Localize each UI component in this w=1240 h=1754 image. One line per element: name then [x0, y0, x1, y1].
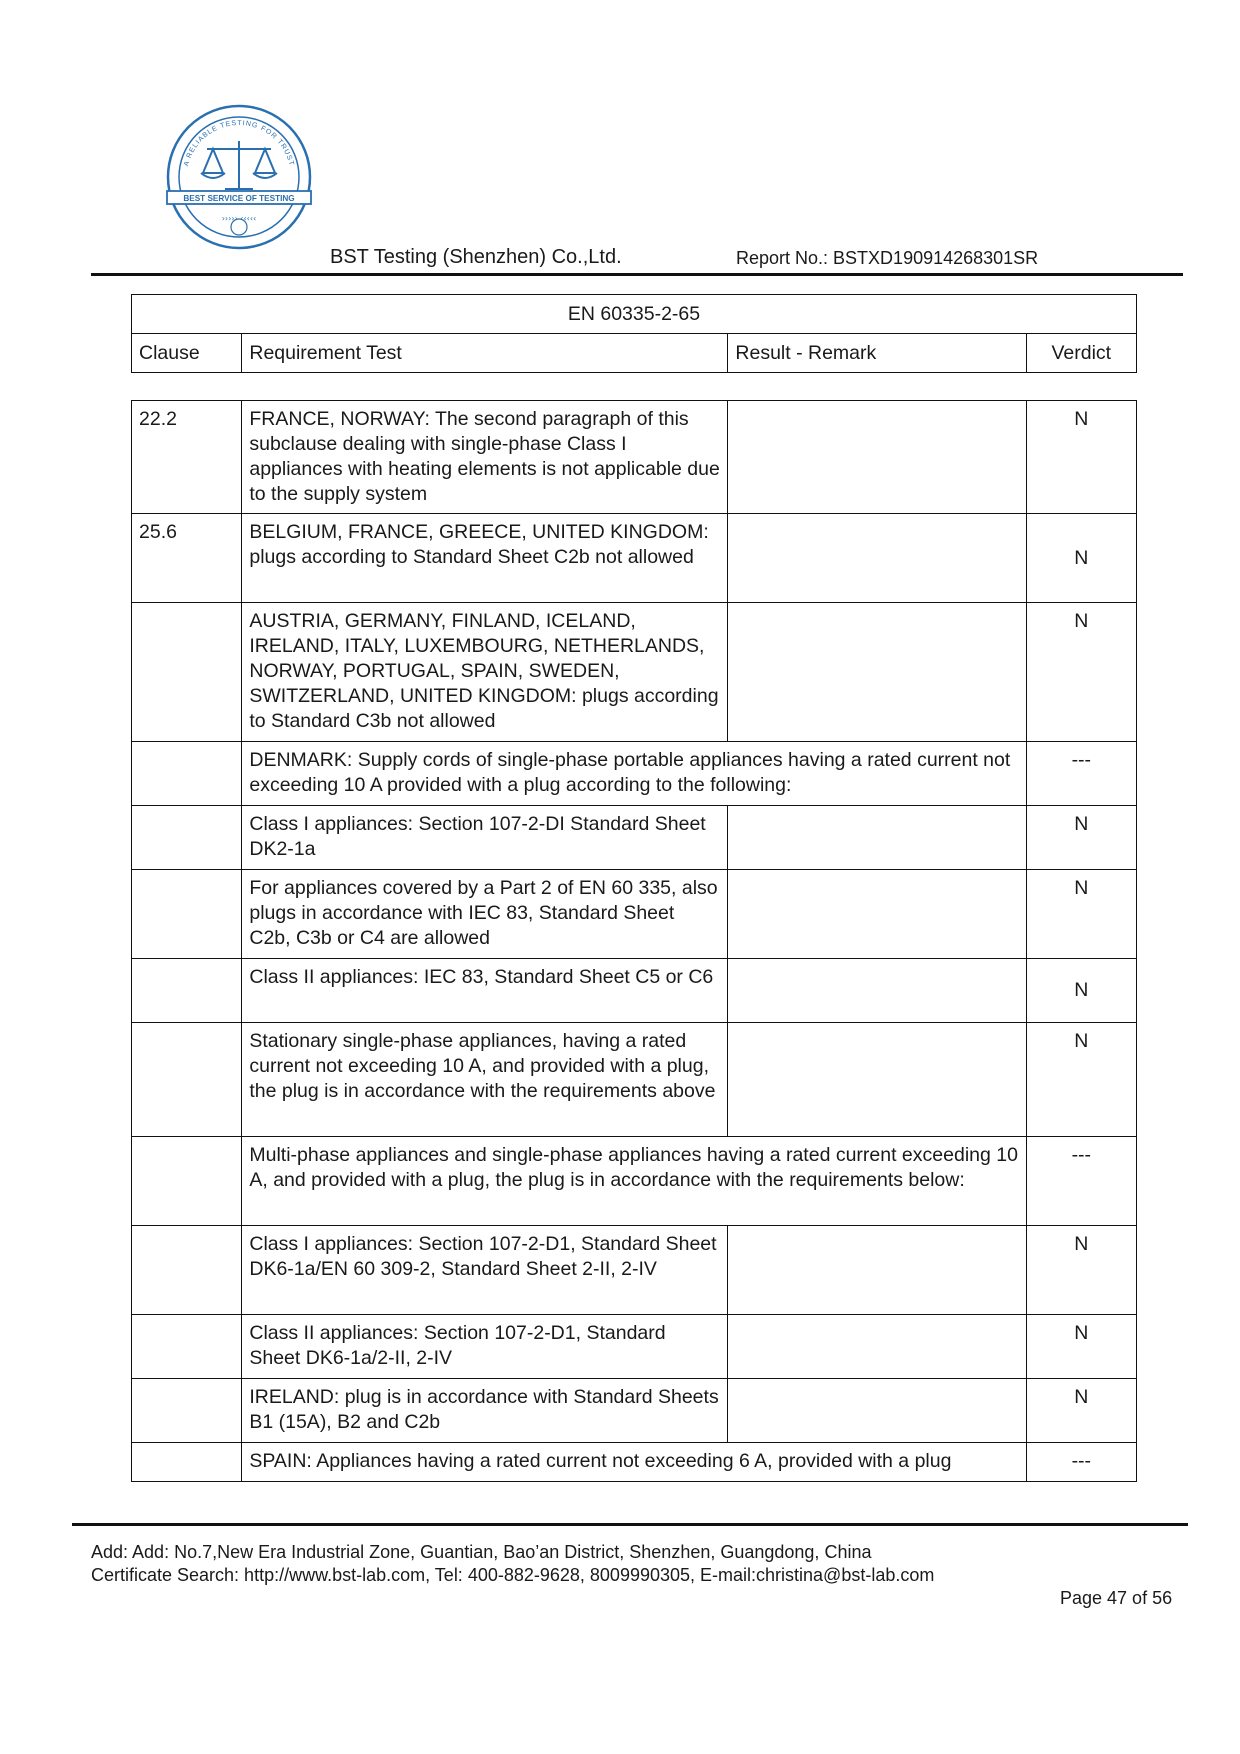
company-name: BST Testing (Shenzhen) Co.,Ltd.	[330, 246, 622, 268]
requirement-cell: For appliances covered by a Part 2 of EN 60 335, also plugs in accordance with IEC 83, Standard Sheet C2b, C3b or C4 are allowed	[242, 870, 728, 959]
column-header-requirement: Requirement Test	[242, 334, 728, 373]
header-divider	[91, 273, 1183, 276]
footer-address: Add: Add: No.7,New Era Industrial Zone, Guantian, Bao’an District, Shenzhen, Guangdong, China	[91, 1542, 872, 1562]
verdict-cell: ---	[1026, 742, 1136, 806]
table-row	[132, 1379, 1137, 1443]
result-cell	[728, 806, 1026, 870]
clause-cell: 22.2	[132, 401, 242, 514]
table-row	[132, 1137, 1137, 1226]
clause-cell	[132, 1137, 242, 1226]
requirement-cell: Stationary single-phase appliances, having a rated current not exceeding 10 A, and provided with a plug, the plug is in accordance with the requirements above	[242, 1023, 728, 1137]
verdict-cell: N	[1026, 1226, 1136, 1315]
clause-cell	[132, 806, 242, 870]
verdict-cell: ---	[1026, 1443, 1136, 1482]
result-cell	[728, 514, 1026, 603]
table-row	[132, 806, 1137, 870]
clause-cell: 25.6	[132, 514, 242, 603]
verdict-cell: N	[1026, 806, 1136, 870]
page-number: Page 47 of 56	[1060, 1588, 1173, 1608]
clause-cell	[132, 1023, 242, 1137]
table-row	[132, 1315, 1137, 1379]
standard-title: EN 60335-2-65	[132, 295, 1137, 334]
verdict-cell: N	[1026, 603, 1136, 742]
result-cell	[728, 603, 1026, 742]
table-row	[132, 401, 1137, 514]
logo-banner-text: BEST SERVICE OF TESTING	[183, 194, 295, 203]
requirement-cell: IRELAND: plug is in accordance with Standard Sheets B1 (15A), B2 and C2b	[242, 1379, 728, 1443]
clause-cell	[132, 870, 242, 959]
result-cell	[728, 1023, 1026, 1137]
verdict-cell: N	[1026, 514, 1136, 603]
verdict-cell: N	[1026, 1315, 1136, 1379]
clause-cell	[132, 1379, 242, 1443]
requirement-cell: BELGIUM, FRANCE, GREECE, UNITED KINGDOM: plugs according to Standard Sheet C2b not allowed	[242, 514, 728, 603]
footer-address-block	[91, 1541, 934, 1587]
verdict-cell: N	[1026, 1023, 1136, 1137]
clause-cell	[132, 742, 242, 806]
result-cell	[728, 401, 1026, 514]
verdict-cell: N	[1026, 401, 1136, 514]
requirement-cell: Class II appliances: Section 107-2-D1, Standard Sheet DK6-1a/2-II, 2-IV	[242, 1315, 728, 1379]
table-row	[132, 742, 1137, 806]
table-row	[132, 603, 1137, 742]
requirement-cell: SPAIN: Appliances having a rated current not exceeding 6 A, provided with a plug	[242, 1443, 1026, 1482]
table-row	[132, 1226, 1137, 1315]
bst-logo-seal-icon	[165, 103, 313, 251]
result-cell	[728, 870, 1026, 959]
result-cell	[728, 1315, 1026, 1379]
logo-ring-text: A RELIABLE TESTING FOR TRUST	[183, 119, 295, 168]
result-cell	[728, 1379, 1026, 1443]
table-row	[132, 870, 1137, 959]
column-header-result: Result - Remark	[728, 334, 1026, 373]
clause-cell	[132, 959, 242, 1023]
clause-cell	[132, 1315, 242, 1379]
footer-contact: Certificate Search: http://www.bst-lab.com, Tel: 400-882-9628, 8009990305, E-mail:christina@bst-lab.com	[91, 1565, 935, 1585]
table-row	[132, 514, 1137, 603]
column-header-clause: Clause	[132, 334, 242, 373]
result-cell	[728, 959, 1026, 1023]
requirement-cell: FRANCE, NORWAY: The second paragraph of this subclause dealing with single-phase Class I appliances with heating elements is not applicable due to the supply system	[242, 401, 728, 514]
requirement-cell: Class I appliances: Section 107-2-DI Standard Sheet DK2-1a	[242, 806, 728, 870]
table-row	[132, 959, 1137, 1023]
table-row	[132, 1443, 1137, 1482]
verdict-cell: N	[1026, 870, 1136, 959]
svg-text:››››› ‹‹‹‹‹: ››››› ‹‹‹‹‹	[221, 214, 257, 223]
requirement-cell: Multi-phase appliances and single-phase appliances having a rated current exceeding 10 A, and provided with a plug, the plug is in accordance with the requirements below:	[242, 1137, 1026, 1226]
requirement-cell: Class I appliances: Section 107-2-D1, Standard Sheet DK6-1a/EN 60 309-2, Standard Sheet 2-II, 2-IV	[242, 1226, 728, 1315]
table-row	[132, 1023, 1137, 1137]
verdict-cell: ---	[1026, 1137, 1136, 1226]
clause-cell	[132, 1443, 242, 1482]
verdict-cell: N	[1026, 959, 1136, 1023]
result-cell	[728, 1226, 1026, 1315]
requirement-cell: Class II appliances: IEC 83, Standard Sheet C5 or C6	[242, 959, 728, 1023]
report-number: Report No.: BSTXD190914268301SR	[736, 248, 1039, 268]
clause-cell	[132, 603, 242, 742]
verdict-cell: N	[1026, 1379, 1136, 1443]
footer-divider	[72, 1523, 1188, 1526]
requirement-cell: DENMARK: Supply cords of single-phase portable appliances having a rated current not exceeding 10 A provided with a plug according to the following:	[242, 742, 1026, 806]
standard-header-table	[131, 294, 1137, 373]
requirement-cell: AUSTRIA, GERMANY, FINLAND, ICELAND, IRELAND, ITALY, LUXEMBOURG, NETHERLANDS, NORWAY, PORTUGAL, SPAIN, SWEDEN, SWITZERLAND, UNITED KINGDOM: plugs according to Standard C3b not allowed	[242, 603, 728, 742]
requirements-table	[131, 400, 1137, 1482]
clause-cell	[132, 1226, 242, 1315]
column-header-verdict: Verdict	[1026, 334, 1136, 373]
